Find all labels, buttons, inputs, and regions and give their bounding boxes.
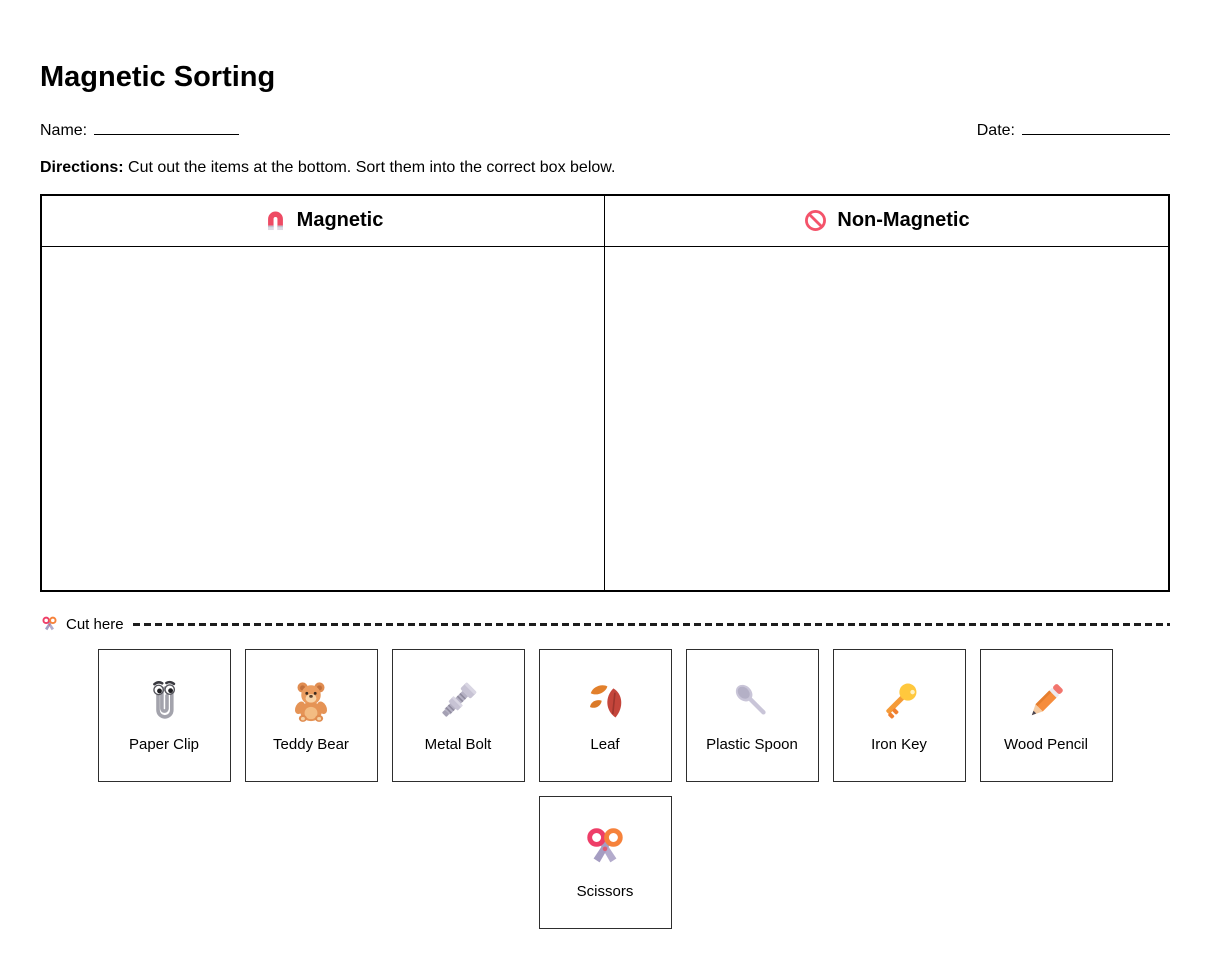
item-card-plastic-spoon[interactable] <box>686 649 819 782</box>
directions-text: Cut out the items at the bottom. Sort them into the correct box below. <box>123 158 616 176</box>
item-label: Wood Pencil <box>1004 736 1088 754</box>
non-magnetic-drop-zone[interactable] <box>605 247 1168 590</box>
paperclip-icon <box>140 677 188 725</box>
page-title: Magnetic Sorting <box>40 61 276 93</box>
item-card-iron-key[interactable] <box>833 649 966 782</box>
pencil-icon <box>1022 677 1070 725</box>
scissors-icon <box>581 824 629 872</box>
magnet-icon <box>263 208 288 233</box>
items-row-1 <box>40 649 1170 782</box>
fallen-leaf-icon <box>581 677 629 725</box>
item-card-teddy-bear[interactable] <box>245 649 378 782</box>
sorting-table <box>40 194 1170 592</box>
item-card-leaf[interactable] <box>539 649 672 782</box>
item-label: Metal Bolt <box>424 736 492 754</box>
directions-label: Directions: <box>40 158 124 176</box>
item-label: Leaf <box>590 736 620 754</box>
item-label: Scissors <box>576 883 634 901</box>
cut-here-label: Cut here <box>66 616 124 634</box>
item-card-scissors[interactable] <box>539 796 672 929</box>
name-date-row <box>40 121 1170 140</box>
date-label: Date: <box>976 121 1015 139</box>
non-magnetic-header-label: Non-Magnetic <box>837 209 970 232</box>
spoon-icon <box>728 677 776 725</box>
items-row-2 <box>40 796 1170 929</box>
item-card-wood-pencil[interactable] <box>980 649 1113 782</box>
magnetic-header-label: Magnetic <box>296 209 384 232</box>
directions <box>40 159 1170 177</box>
name-field <box>40 121 239 140</box>
non-magnetic-column-header <box>605 196 1168 247</box>
item-label: Paper Clip <box>128 736 200 754</box>
name-blank-line <box>94 121 239 135</box>
key-icon <box>875 677 923 725</box>
name-label: Name: <box>40 121 88 139</box>
cut-here-row <box>40 615 1170 635</box>
bolt-icon <box>434 677 482 725</box>
no-entry-icon <box>803 208 828 233</box>
cut-dashed-line <box>133 623 1170 626</box>
item-label: Teddy Bear <box>273 736 349 754</box>
item-card-metal-bolt[interactable] <box>392 649 525 782</box>
magnetic-drop-zone[interactable] <box>42 247 605 590</box>
item-card-paper-clip[interactable] <box>98 649 231 782</box>
date-field <box>977 121 1170 140</box>
scissors-icon <box>40 615 59 634</box>
magnetic-column-header <box>42 196 605 247</box>
teddy-bear-icon <box>287 677 335 725</box>
item-label: Iron Key <box>871 736 927 754</box>
date-blank-line <box>1022 121 1170 135</box>
item-label: Plastic Spoon <box>706 736 798 754</box>
